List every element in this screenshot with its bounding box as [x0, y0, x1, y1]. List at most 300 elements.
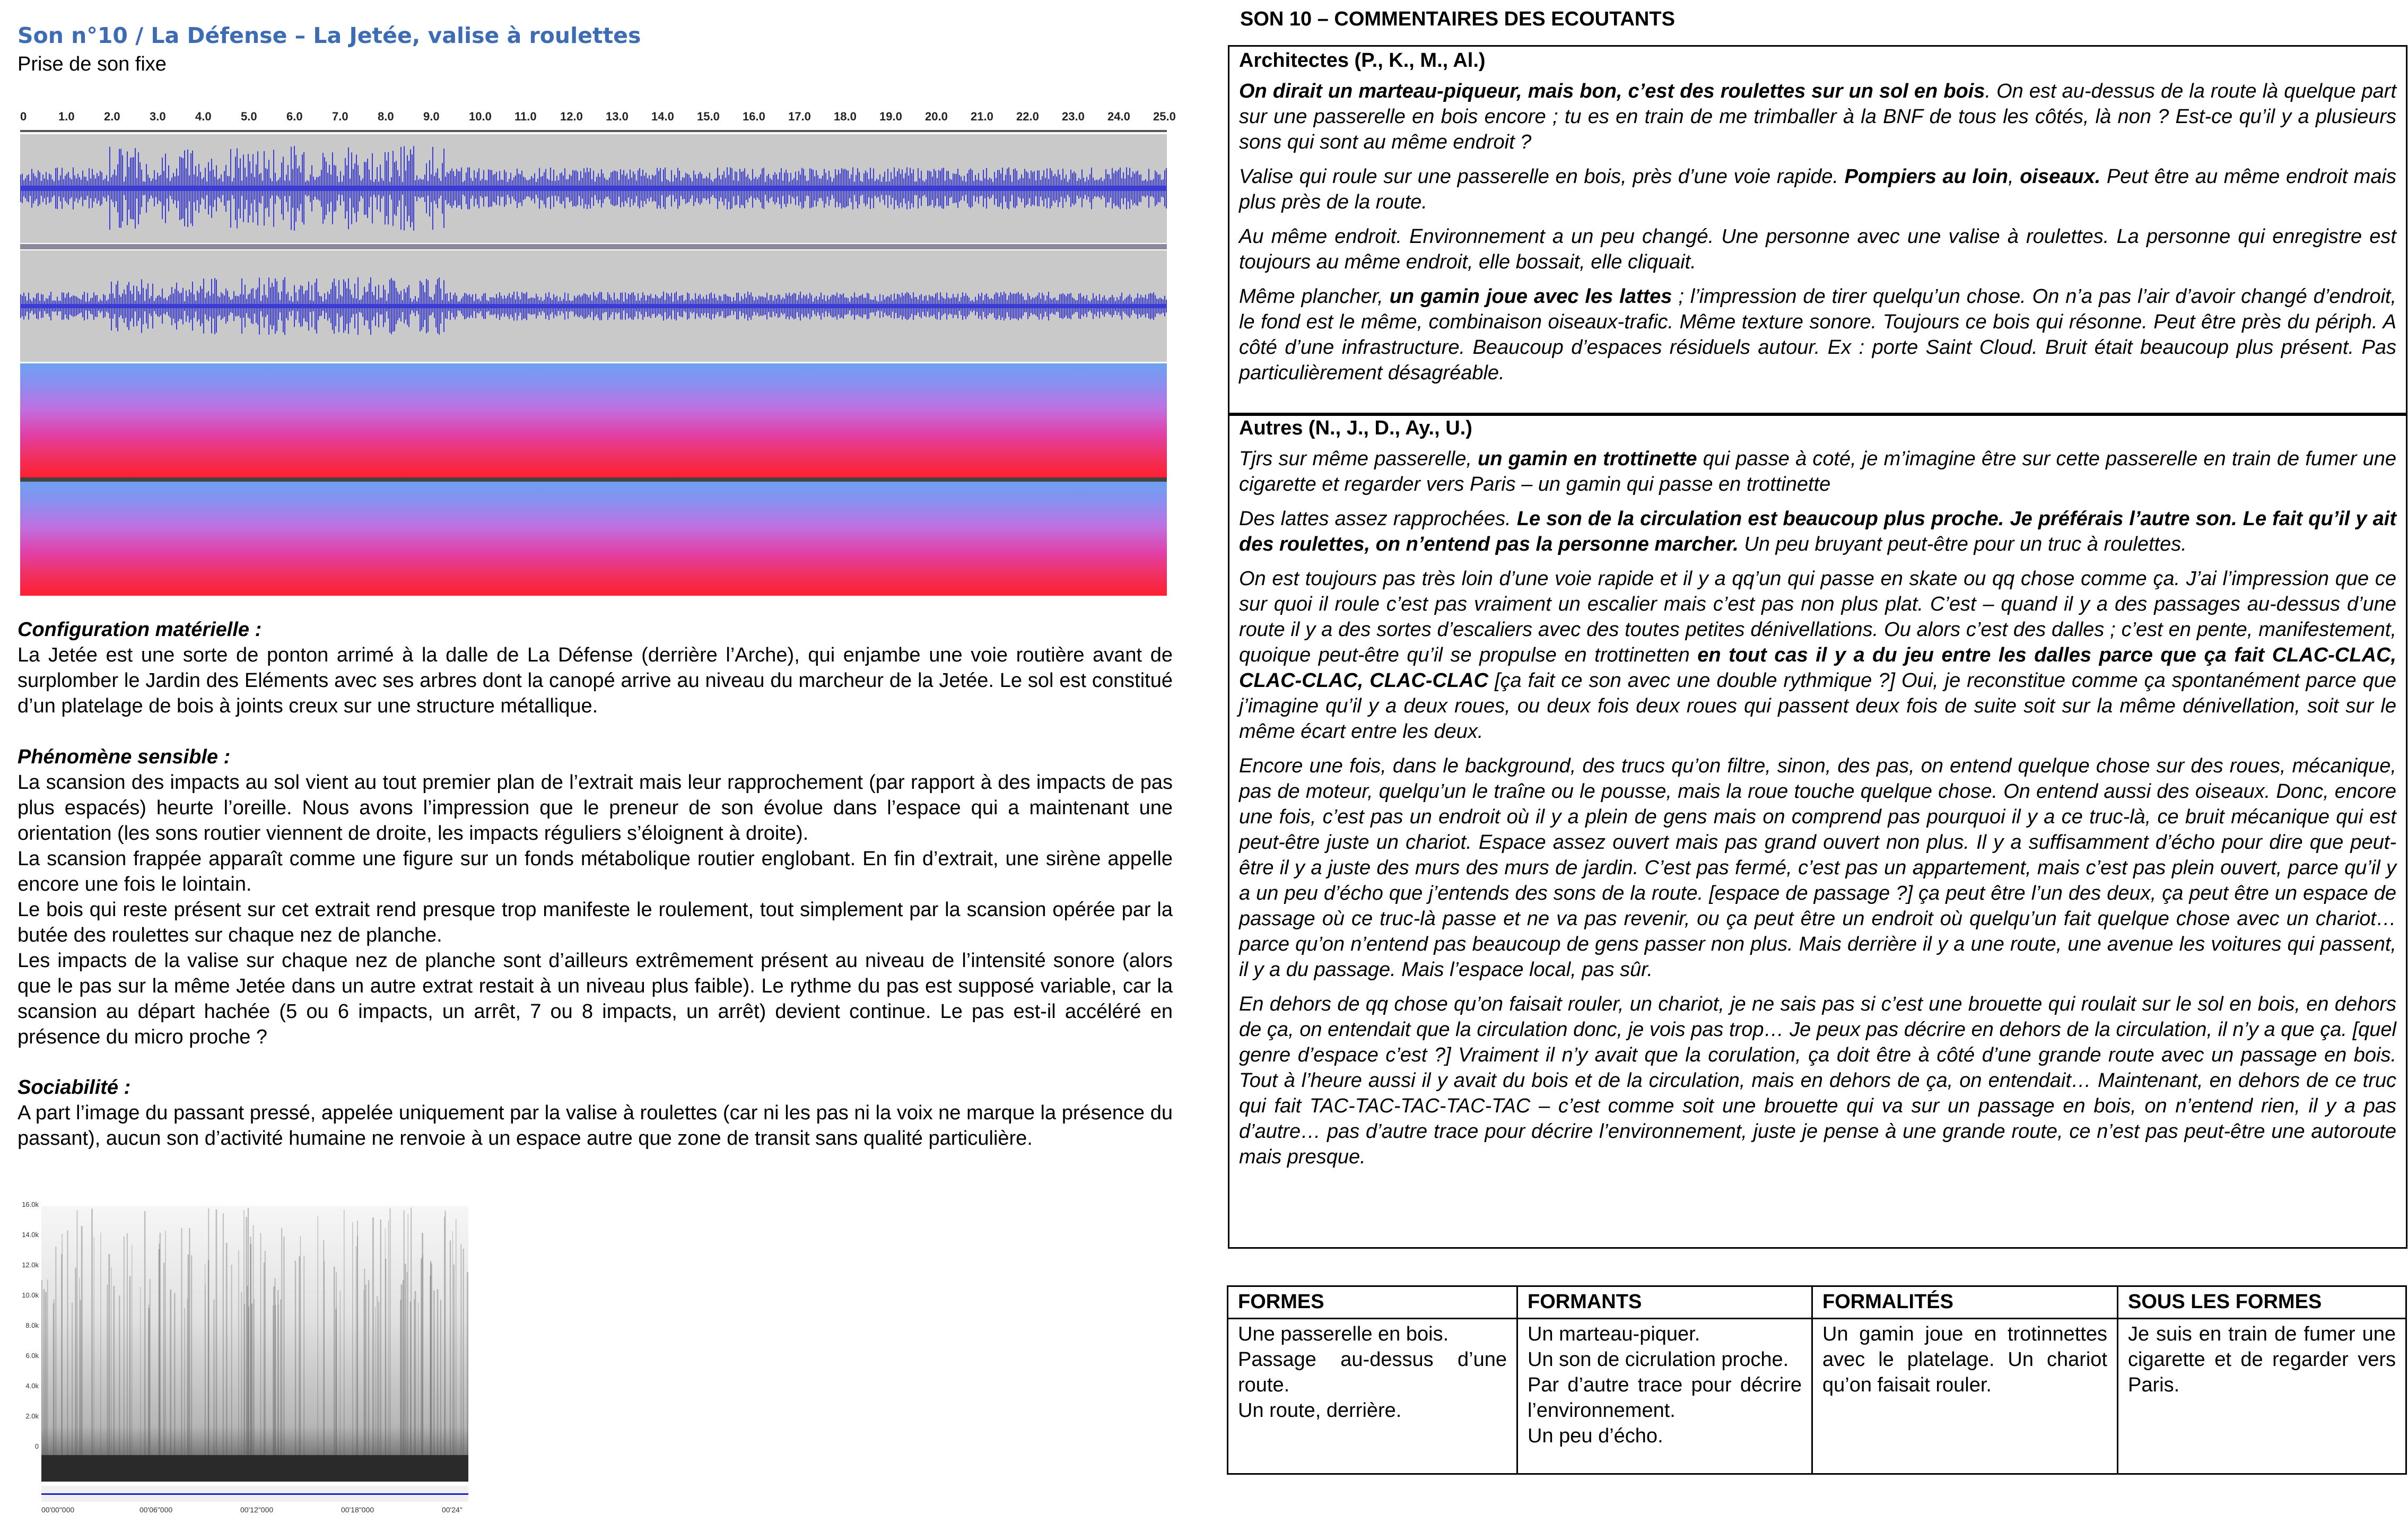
waveform-sample [833, 295, 834, 318]
waveform-sample [375, 179, 376, 197]
waveform-sample [1077, 181, 1078, 196]
waveform-sample [1005, 175, 1006, 202]
waveform-sample [588, 297, 589, 315]
waveform-sample [421, 179, 422, 197]
waveform-sample [1054, 174, 1055, 203]
waveform-track-left[interactable] [20, 134, 1167, 243]
waveform-sample [903, 178, 904, 198]
waveform-sample [106, 175, 107, 201]
waveform-sample [448, 301, 449, 311]
table-header: FORMANTS [1517, 1286, 1812, 1319]
waveform-sample [265, 168, 266, 208]
cell-line: Un peu d’écho. [1528, 1425, 1663, 1447]
waveform-sample [41, 181, 42, 196]
waveform-sample [1075, 173, 1076, 204]
waveform-sample [711, 292, 712, 319]
waveform-sample [781, 299, 782, 312]
waveform-sample [1007, 300, 1008, 312]
waveform-sample [593, 292, 594, 320]
timeline-tick: 3.0 [150, 110, 166, 123]
waveform-sample [728, 175, 729, 202]
timeline-ruler[interactable] [20, 109, 1176, 132]
waveform-sample [1010, 292, 1011, 320]
waveform-sample [661, 296, 662, 316]
waveform-sample [275, 278, 276, 334]
waveform-sample [373, 182, 374, 195]
waveform-sample [531, 298, 532, 315]
waveform-sample [157, 296, 158, 316]
waveform-sample [714, 179, 715, 198]
waveform-sample [1151, 294, 1153, 318]
waveform-sample [863, 298, 865, 315]
waveform-sample [206, 181, 207, 195]
waveform-sample [464, 293, 465, 319]
waveform-sample [388, 152, 389, 224]
waveform-sample [429, 297, 430, 316]
waveform-track-right[interactable] [20, 250, 1167, 362]
waveform-sample [232, 181, 233, 195]
waveform-sample [408, 161, 409, 216]
waveform-sample [251, 289, 252, 323]
waveform-sample [286, 294, 287, 318]
waveform-sample [407, 288, 408, 325]
waveform-sample [439, 178, 440, 198]
waveform-sample [181, 158, 182, 220]
waveform-sample [935, 171, 936, 206]
waveform-sample [1070, 170, 1071, 207]
waveform-sample [254, 177, 255, 200]
waveform-sample [738, 181, 739, 195]
waveform-sample [230, 149, 231, 228]
waveform-sample [54, 300, 55, 312]
waveform-sample [809, 293, 810, 319]
waveform-sample [1089, 301, 1090, 310]
waveform-sample [82, 295, 83, 317]
waveform-sample [447, 172, 448, 205]
waveform-sample [175, 176, 176, 200]
waveform-sample [350, 179, 351, 198]
waveform-sample [603, 299, 604, 314]
waveform-sample [878, 301, 879, 310]
waveform-sample [55, 168, 56, 209]
waveform-sample [157, 173, 158, 204]
waveform-sample [860, 181, 861, 196]
waveform-sample [57, 297, 58, 315]
waveform-sample [346, 166, 347, 212]
spectrogram-track-left[interactable] [20, 363, 1167, 477]
waveform-sample [601, 169, 602, 207]
waveform-sample [445, 294, 446, 318]
waveform-sample [1045, 178, 1046, 198]
waveform-sample [792, 294, 793, 318]
waveform-sample [797, 300, 798, 312]
waveform-sample [1056, 300, 1057, 311]
waveform-sample [865, 170, 866, 206]
waveform-sample [976, 300, 978, 312]
waveform-sample [933, 169, 935, 207]
waveform-sample [202, 179, 203, 197]
waveform-sample [504, 170, 505, 207]
waveform-sample [203, 278, 204, 333]
waveform-sample [216, 166, 217, 212]
waveform-sample [41, 294, 42, 318]
waveform-sample [751, 180, 752, 196]
waveform-sample [859, 296, 860, 316]
waveform-sample [1088, 180, 1089, 197]
waveform-sample [147, 283, 149, 328]
waveform-sample [528, 180, 529, 197]
waveform-sample [921, 171, 922, 206]
waveform-sample [190, 153, 191, 223]
waveform-sample [980, 296, 981, 316]
waveform-sample [607, 180, 608, 197]
comment-text: Même plancher, [1239, 285, 1390, 308]
waveform-sample [723, 294, 725, 318]
page-title: Son n°10 / La Défense – La Jetée, valise à roulettes [18, 23, 641, 48]
waveform-sample [52, 301, 53, 311]
waveform-sample [938, 170, 939, 206]
waveform-sample [127, 285, 128, 327]
waveform-sample [507, 296, 508, 317]
waveform-sample [679, 171, 680, 206]
waveform-sample [765, 298, 766, 315]
waveform-sample [677, 300, 678, 312]
waveform-sample [291, 147, 292, 230]
waveform-sample [956, 174, 957, 203]
waveform-sample [709, 173, 710, 204]
comment-text: . On est au-dessus de la route là quelque part sur une passerelle en bois encore ; tu es en train de me trimballer à la BNF de tous les côtés, là non ? Est-ce qu’il y a plusieurs sons qui sont au même endroit ? [1239, 80, 2396, 153]
timeline-tick: 9.0 [423, 110, 440, 123]
waveform-sample [797, 180, 798, 197]
waveform-sample [405, 171, 406, 206]
waveform-sample [315, 180, 316, 197]
waveform-sample [547, 297, 548, 315]
waveform-sample [335, 286, 336, 326]
waveform-sample [873, 169, 874, 208]
waveform-sample [991, 298, 992, 314]
waveform-sample [631, 293, 632, 319]
timeline-tick: 0 [20, 110, 27, 123]
page-subtitle: Prise de son fixe [18, 53, 167, 75]
y-tick: 4.0k [25, 1382, 39, 1390]
waveform-sample [671, 293, 672, 319]
waveform-sample [84, 177, 85, 200]
waveform-sample [507, 182, 508, 195]
waveform-sample [1115, 301, 1116, 311]
waveform-sample [649, 176, 650, 202]
waveform-sample [488, 301, 489, 311]
waveform-sample [1053, 176, 1054, 201]
waveform-sample [577, 172, 578, 205]
waveform-sample [946, 171, 947, 206]
waveform-sample [168, 166, 169, 212]
waveform-sample [256, 290, 257, 323]
waveform-sample [913, 169, 914, 207]
waveform-sample [1097, 300, 1098, 312]
waveform-sample [375, 286, 376, 326]
waveform-sample [563, 176, 564, 201]
waveform-sample [1112, 168, 1113, 208]
waveform-sample [394, 281, 395, 332]
waveform-sample [582, 295, 583, 317]
waveform-sample [111, 177, 112, 199]
waveform-sample [903, 295, 904, 316]
spectrogram-track-right[interactable] [20, 482, 1167, 596]
waveform-sample [168, 297, 169, 316]
waveform-sample [623, 170, 624, 207]
waveform-sample [819, 179, 820, 198]
waveform-sample [601, 292, 602, 320]
waveform-sample [897, 294, 898, 318]
waveform-sample [502, 180, 503, 196]
waveform-sample [1158, 299, 1159, 314]
waveform-sample [536, 182, 537, 195]
x-tick: 00'12"000 [240, 1505, 274, 1514]
waveform-sample [1062, 169, 1063, 208]
waveform-sample [235, 296, 236, 317]
waveform-sample [844, 298, 845, 315]
waveform-sample [431, 297, 432, 315]
track-divider [20, 244, 1167, 249]
waveform-sample [1159, 298, 1161, 315]
waveform-sample [361, 180, 362, 196]
waveform-sample [644, 295, 645, 317]
waveform-sample [206, 293, 207, 319]
waveform-sample [626, 173, 627, 203]
waveform-sample [154, 301, 155, 311]
waveform-sample [1104, 179, 1105, 197]
waveform-sample [782, 180, 783, 196]
comment-emphasis: en tout cas il y a du jeu entre les dalles parce que ça fait CLAC-CLAC, CLAC-CLAC, CLAC-CLAC [1239, 644, 2397, 692]
waveform-sample [765, 182, 766, 195]
waveform-sample [660, 168, 661, 208]
waveform-sample [128, 167, 129, 210]
waveform-sample [1166, 300, 1167, 312]
waveform-sample [533, 298, 534, 314]
waveform-sample [383, 285, 384, 327]
waveform-sample [596, 298, 597, 315]
y-tick: 8.0k [25, 1321, 39, 1329]
waveform-sample [472, 181, 473, 195]
waveform-sample [633, 171, 634, 205]
waveform-sample [956, 298, 957, 315]
waveform-sample [345, 282, 346, 330]
waveform-sample [930, 297, 931, 316]
waveform-sample [879, 175, 880, 203]
waveform-sample [316, 278, 317, 333]
waveform-sample [439, 277, 440, 335]
waveform-sample [100, 299, 101, 313]
waveform-sample [276, 181, 277, 196]
waveform-sample [655, 294, 656, 318]
waveform-sample [774, 172, 775, 205]
waveform-sample [1161, 180, 1162, 196]
waveform-sample [738, 293, 739, 319]
audio-editor-view[interactable] [20, 109, 1176, 596]
waveform-sample [1002, 295, 1003, 317]
waveform-sample [496, 172, 497, 205]
waveform-sample [752, 297, 753, 316]
waveform-sample [509, 179, 510, 197]
waveform-sample [821, 179, 822, 198]
waveform-sample [803, 169, 804, 207]
waveform-sample [989, 299, 990, 313]
waveform-sample [1037, 170, 1038, 206]
waveform-sample [1048, 179, 1049, 197]
waveform-sample [878, 180, 879, 197]
waveform-sample [789, 181, 790, 195]
waveform-sample [996, 178, 997, 198]
timeline-tick: 8.0 [378, 110, 394, 123]
waveform-sample [499, 171, 500, 205]
waveform-sample [42, 175, 43, 202]
waveform-sample [687, 174, 688, 203]
waveform-sample [964, 176, 965, 201]
waveform-sample [633, 292, 634, 320]
waveform-sample [773, 301, 774, 312]
waveform-sample [205, 168, 206, 209]
waveform-sample [1016, 293, 1017, 319]
waveform-sample [280, 300, 281, 312]
waveform-sample [617, 172, 618, 205]
waveform-sample [579, 180, 580, 196]
waveform-sample [1026, 171, 1027, 205]
waveform-sample [189, 290, 190, 323]
waveform-sample [631, 178, 632, 199]
waveform-sample [951, 298, 952, 314]
waveform-sample [696, 299, 697, 314]
waveform-sample [187, 150, 188, 227]
waveform-sample [1134, 299, 1135, 314]
waveform-sample [688, 293, 690, 318]
waveform-sample [60, 301, 61, 311]
comment-text: Des lattes assez rapprochées. [1239, 508, 1517, 530]
waveform-sample [908, 176, 909, 201]
waveform-sample [1023, 178, 1024, 199]
x-tick: 00'06"000 [139, 1505, 173, 1514]
waveform-sample [505, 298, 507, 314]
waveform-sample [894, 168, 895, 210]
waveform-sample [1005, 293, 1006, 318]
waveform-sample [194, 175, 195, 202]
waveform-sample [402, 300, 403, 312]
waveform-sample [1131, 177, 1132, 199]
waveform-sample [918, 300, 919, 313]
spectrogram-figure [18, 1200, 471, 1519]
waveform-sample [275, 173, 276, 204]
waveform-sample [31, 169, 32, 207]
waveform-sample [615, 300, 616, 312]
waveform-sample [248, 294, 249, 318]
waveform-sample [638, 293, 639, 319]
waveform-sample [801, 168, 802, 208]
waveform-sample [25, 296, 26, 316]
waveform-sample [665, 168, 666, 210]
waveform-sample [485, 293, 486, 319]
waveform-sample [30, 299, 31, 313]
waveform-sample [636, 301, 637, 311]
waveform-sample [370, 277, 371, 335]
waveform-sample [46, 172, 47, 205]
waveform-sample [248, 154, 249, 223]
waveform-sample [641, 298, 642, 315]
waveform-sample [362, 295, 363, 317]
waveform-sample [771, 295, 772, 317]
waveform-sample [1027, 172, 1028, 204]
waveform-sample [838, 170, 839, 207]
waveform-sample [1083, 178, 1084, 199]
waveform-sample [324, 157, 325, 219]
track-divider [20, 477, 1167, 482]
waveform-sample [442, 300, 443, 312]
waveform-sample [365, 162, 367, 214]
waveform-sample [211, 279, 212, 333]
waveform-sample [496, 294, 497, 318]
waveform-sample [434, 176, 435, 201]
waveform-sample [173, 173, 174, 204]
waveform-sample [443, 280, 444, 332]
waveform-sample [848, 171, 849, 206]
waveform-sample [377, 300, 378, 313]
waveform-sample [478, 168, 479, 208]
waveform-sample [62, 292, 63, 320]
waveform-sample [305, 291, 306, 321]
waveform-sample [970, 301, 971, 311]
waveform-sample [50, 175, 51, 202]
waveform-sample [657, 296, 658, 316]
waveform-sample [405, 292, 406, 319]
waveform-sample [521, 171, 522, 206]
waveform-sample [92, 169, 93, 208]
timeline-tick: 22.0 [1016, 110, 1039, 123]
waveform-sample [38, 293, 39, 319]
waveform-sample [240, 159, 241, 219]
waveform-sample [552, 300, 553, 312]
waveform-sample [1078, 178, 1079, 198]
waveform-sample [595, 181, 596, 195]
waveform-sample [768, 300, 769, 312]
waveform-sample [523, 177, 524, 200]
waveform-sample [805, 176, 806, 201]
waveform-sample [136, 178, 137, 199]
waveform-sample [120, 297, 121, 315]
waveform-sample [945, 299, 946, 313]
waveform-sample [983, 170, 984, 207]
waveform-sample [970, 169, 971, 208]
waveform-sample [835, 169, 836, 207]
waveform-sample [377, 167, 378, 210]
section-phenomene [18, 744, 1173, 1050]
waveform-sample [937, 178, 938, 199]
waveform-sample [988, 297, 989, 316]
waveform-sample [357, 277, 359, 335]
waveform-sample [57, 168, 58, 209]
waveform-sample [889, 181, 890, 196]
waveform-sample [1051, 171, 1052, 206]
waveform-sample [704, 178, 705, 198]
group-heading: Autres (N., J., D., Ay., U.) [1239, 417, 1472, 439]
waveform-sample [824, 295, 825, 317]
waveform-sample [684, 301, 685, 311]
waveform-sample [396, 288, 397, 324]
waveform-sample [1024, 300, 1025, 312]
waveform-sample [243, 154, 244, 222]
waveform-sample [1004, 180, 1005, 196]
waveform-sample [809, 168, 810, 208]
waveform-sample [1150, 180, 1151, 196]
waveform-sample [1008, 295, 1009, 317]
waveform-sample [964, 296, 965, 316]
